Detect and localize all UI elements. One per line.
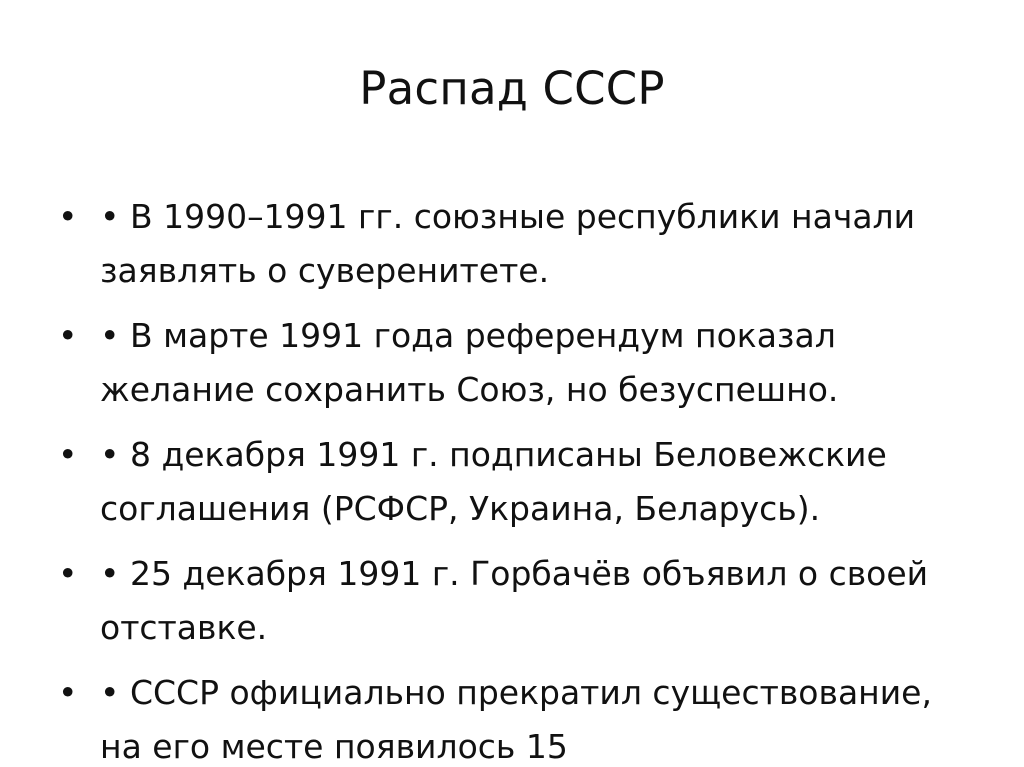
bullet-list: [58, 190, 978, 767]
bullet-item: [58, 309, 978, 417]
bullet-text: • 8 декабря 1991 г. подписаны Беловежские соглашения (РСФСР, Украина, Беларусь).: [100, 435, 887, 528]
slide-title: Распад СССР: [359, 62, 665, 115]
bullet-dot-icon: •: [58, 197, 78, 236]
bullet-dot-icon: •: [58, 554, 78, 593]
bullet-text: • В 1990–1991 гг. союзные республики начали заявлять о суверенитете.: [100, 197, 916, 290]
bullet-dot-icon: •: [58, 435, 78, 474]
bullet-text: • В марте 1991 года референдум показал желание сохранить Союз, но безуспешно.: [100, 316, 839, 409]
bullet-dot-icon: •: [58, 673, 78, 712]
bullet-item: [58, 428, 978, 536]
bullet-text: • СССР официально прекратил существование, на его месте появилось 15: [100, 673, 932, 766]
bullet-item: [58, 547, 978, 655]
bullet-text: • 25 декабря 1991 г. Горбачёв объявил о своей отставке.: [100, 554, 929, 647]
bullet-dot-icon: •: [58, 316, 78, 355]
bullet-item: [58, 190, 978, 298]
bullet-item: [58, 666, 978, 767]
